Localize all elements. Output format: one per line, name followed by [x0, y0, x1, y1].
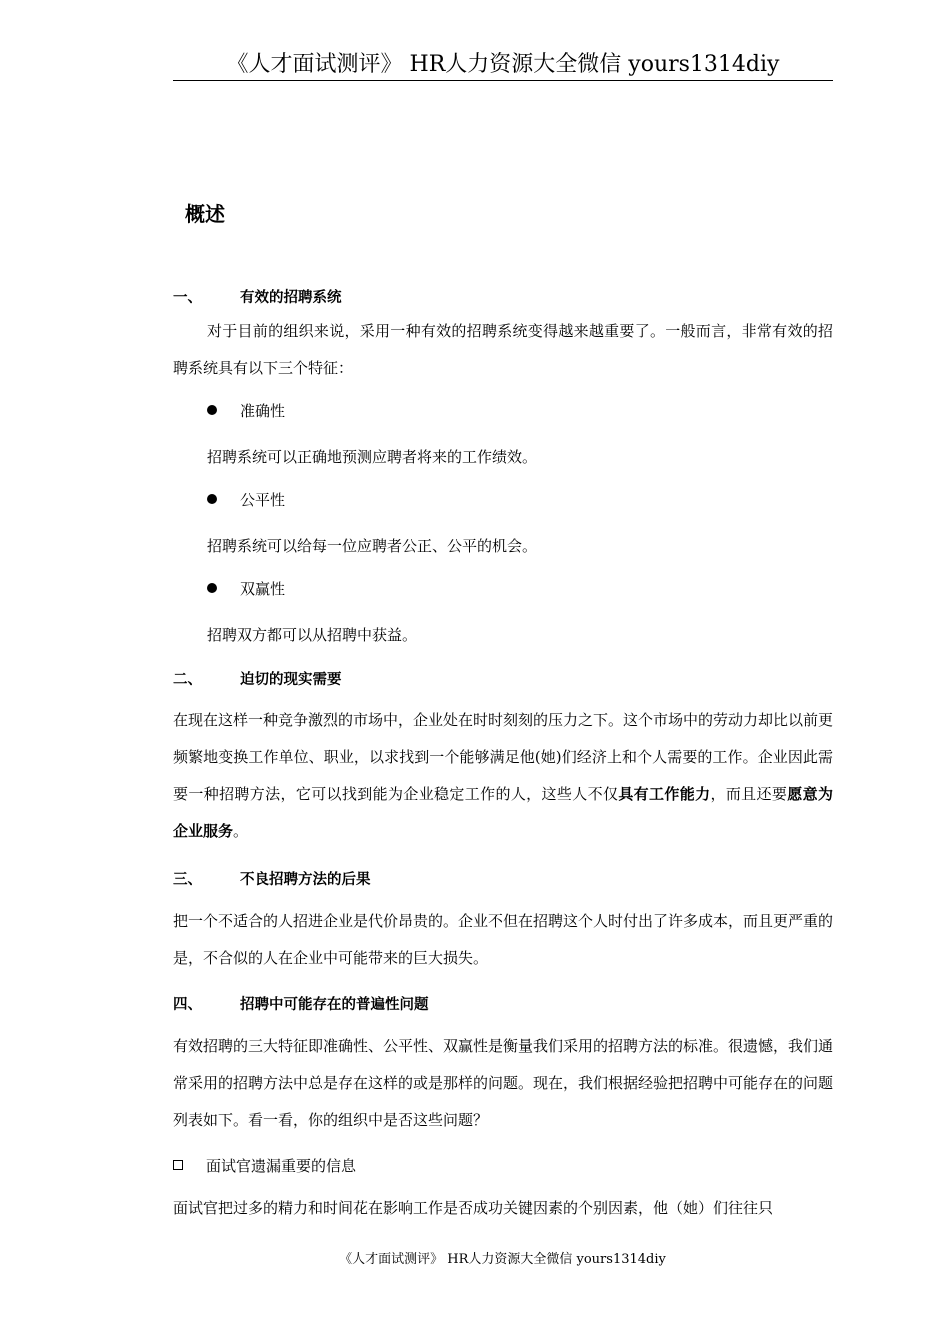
problem-text: 面试官把过多的精力和时间花在影响工作是否成功关键因素的个别因素，他（她）们往往只 — [173, 1199, 774, 1217]
feature-desc: 招聘双方都可以从招聘中获益。 — [207, 626, 418, 644]
problem-item — [173, 1155, 833, 1176]
section-3-paragraph: 把一个不适合的人招进企业是代价昂贵的。企业不但在招聘这个人时付出了许多成本，而且更严重的是，不合似的人在企业中可能带来的巨大损失。 — [173, 912, 834, 967]
feature-name: 准确性 — [240, 402, 286, 420]
section-number: 四、 — [173, 997, 202, 1013]
feature-desc: 招聘系统可以给每一位应聘者公正、公平的机会。 — [207, 537, 538, 555]
feature-name: 双赢性 — [240, 580, 286, 598]
section-number: 三、 — [173, 872, 202, 888]
section-heading-2 — [173, 668, 833, 689]
checkbox-square-icon — [173, 1160, 183, 1170]
bullet-dot-icon — [207, 494, 217, 504]
feature-desc: 招聘系统可以正确地预测应聘者将来的工作绩效。 — [207, 448, 538, 466]
section-1-intro: 对于目前的组织来说，采用一种有效的招聘系统变得越来越重要了。一般而言，非常有效的招聘系统具有以下三个特征： — [173, 322, 833, 377]
text-run: ，而且还要 — [710, 785, 788, 803]
bullet-dot-icon — [207, 405, 217, 415]
section-number: 二、 — [173, 672, 202, 688]
section-2-paragraph — [173, 702, 833, 850]
section-heading-3 — [173, 868, 833, 889]
section-heading-4 — [173, 993, 833, 1014]
page-footer: 《人才面试测评》 HR人力资源大全微信 yours1314diy — [339, 1252, 666, 1267]
text-run: 在现在这样一种竞争激烈的市场中，企业处在时时刻刻的压力之下。这个市场中的劳动力却比以前更频繁地变换工作单位、职业，以求找到一个能够满足他(她)们经济上和个人需要的工作。企业因此需要一种招聘方法，它可以找到能为企业稳定工作的人，这些人不仅 — [173, 711, 834, 803]
feature-item — [207, 489, 285, 510]
feature-item — [207, 578, 285, 599]
emphasis-text: 具有工作能力 — [618, 785, 711, 803]
section-heading-1 — [173, 286, 833, 307]
section-title: 不良招聘方法的后果 — [240, 872, 371, 888]
section-number: 一、 — [173, 290, 202, 306]
section-title: 迫切的现实需要 — [240, 672, 342, 688]
page-header: 《人才面试测评》 HR人力资源大全微信 yours1314diy — [173, 50, 833, 81]
text-run: 。 — [233, 822, 249, 840]
problem-title: 面试官遗漏重要的信息 — [206, 1157, 357, 1175]
emphasis-text: 愿意为企业服务 — [173, 785, 833, 840]
section-title: 有效的招聘系统 — [240, 290, 342, 306]
section-4-paragraph: 有效招聘的三大特征即准确性、公平性、双赢性是衡量我们采用的招聘方法的标准。很遗憾，我们通常采用的招聘方法中总是存在这样的或是那样的问题。现在，我们根据经验把招聘中可能存在的问题列表如下。看一看，你的组织中是否这些问题？ — [173, 1037, 834, 1129]
bullet-dot-icon — [207, 583, 217, 593]
feature-item — [207, 400, 285, 421]
feature-name: 公平性 — [240, 491, 286, 509]
section-title: 招聘中可能存在的普遍性问题 — [240, 997, 429, 1013]
page-title: 概述 — [185, 202, 225, 226]
